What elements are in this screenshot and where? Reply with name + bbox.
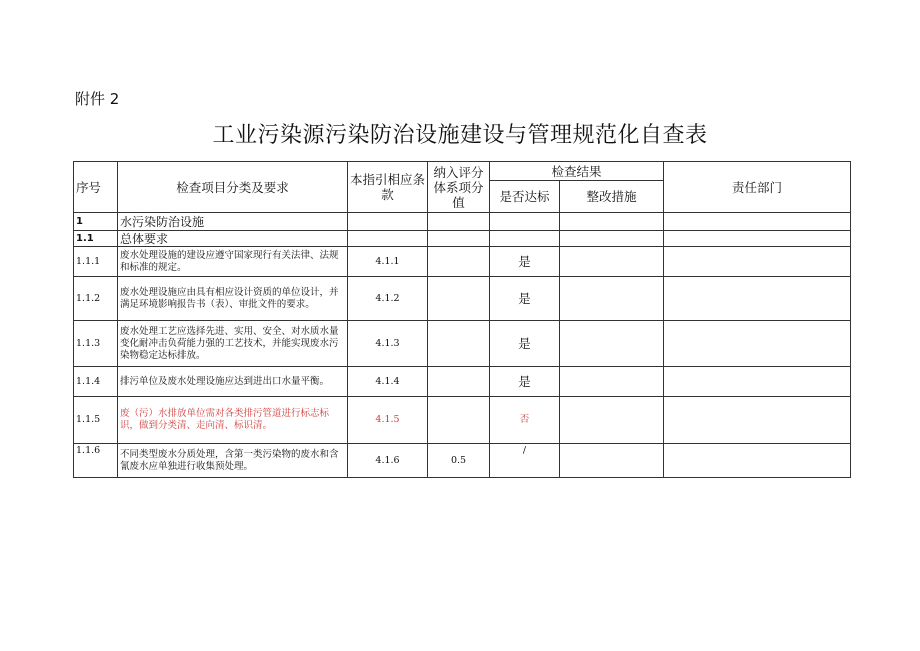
section-row	[74, 213, 851, 231]
header-item: 检查项目分类及要求	[118, 162, 348, 213]
row-score: 0.5	[428, 444, 490, 478]
table-row	[74, 367, 851, 397]
row-compliant: 是	[490, 277, 560, 321]
row-rectify	[560, 321, 664, 367]
row-dept	[664, 397, 851, 444]
row-text: 废水处理设施应由具有相应设计资质的单位设计，并满足环境影响报告书（表）、审批文件的要求。	[118, 277, 348, 321]
row-score	[428, 397, 490, 444]
row-score	[428, 277, 490, 321]
row-text: 废（污）水排放单位需对各类排污管道进行标志标识，做到分类清、走向清、标识清。	[118, 397, 348, 444]
row-text: 废水处理工艺应选择先进、实用、安全、对水质水量变化耐冲击负荷能力强的工艺技术，并能实现废水污染物稳定达标排放。	[118, 321, 348, 367]
header-compliant: 是否达标	[490, 181, 560, 213]
header-dept: 责任部门	[664, 162, 851, 213]
row-score	[428, 367, 490, 397]
table-row	[74, 444, 851, 478]
row-text: 废水处理设施的建设应遵守国家现行有关法律、法规和标准的规定。	[118, 247, 348, 277]
row-seq: 1.1.4	[74, 367, 118, 397]
header-score: 纳入评分体系项分值	[428, 162, 490, 213]
header-clause: 本指引相应条款	[348, 162, 428, 213]
row-clause: 4.1.6	[348, 444, 428, 478]
row-rectify	[560, 444, 664, 478]
header-row	[74, 162, 851, 181]
table-row-highlighted	[74, 397, 851, 444]
header-rectify: 整改措施	[560, 181, 664, 213]
section-num: 1	[74, 213, 118, 231]
row-compliant: 否	[490, 397, 560, 444]
row-dept	[664, 277, 851, 321]
self-check-table	[73, 161, 851, 478]
row-rectify	[560, 277, 664, 321]
page-title: 工业污染源污染防治设施建设与管理规范化自查表	[212, 123, 708, 148]
row-dept	[664, 321, 851, 367]
row-dept	[664, 367, 851, 397]
row-compliant: 是	[490, 321, 560, 367]
row-dept	[664, 444, 851, 478]
row-text: 排污单位及废水处理设施应达到进出口水量平衡。	[118, 367, 348, 397]
row-seq: 1.1.3	[74, 321, 118, 367]
row-clause: 4.1.2	[348, 277, 428, 321]
table-row	[74, 321, 851, 367]
row-text: 不同类型废水分质处理，含第一类污染物的废水和含氰废水应单独进行收集预处理。	[118, 444, 348, 478]
row-rectify	[560, 247, 664, 277]
row-seq: 1.1.5	[74, 397, 118, 444]
row-score	[428, 321, 490, 367]
row-dept	[664, 247, 851, 277]
row-clause: 4.1.4	[348, 367, 428, 397]
row-compliant: 是	[490, 247, 560, 277]
row-score	[428, 247, 490, 277]
row-clause: 4.1.5	[348, 397, 428, 444]
attachment-label: 附件 2	[75, 90, 120, 108]
row-rectify	[560, 397, 664, 444]
header-seq: 序号	[74, 162, 118, 213]
table-row	[74, 277, 851, 321]
row-rectify	[560, 367, 664, 397]
row-compliant: /	[490, 444, 560, 478]
row-clause: 4.1.1	[348, 247, 428, 277]
section-label: 水污染防治设施	[118, 213, 348, 231]
section-num: 1.1	[74, 231, 118, 247]
table-row	[74, 247, 851, 277]
row-seq: 1.1.6	[74, 444, 118, 478]
row-seq: 1.1.2	[74, 277, 118, 321]
row-compliant: 是	[490, 367, 560, 397]
section-row	[74, 231, 851, 247]
row-clause: 4.1.3	[348, 321, 428, 367]
row-seq: 1.1.1	[74, 247, 118, 277]
header-result: 检查结果	[490, 162, 664, 181]
section-label: 总体要求	[118, 231, 348, 247]
